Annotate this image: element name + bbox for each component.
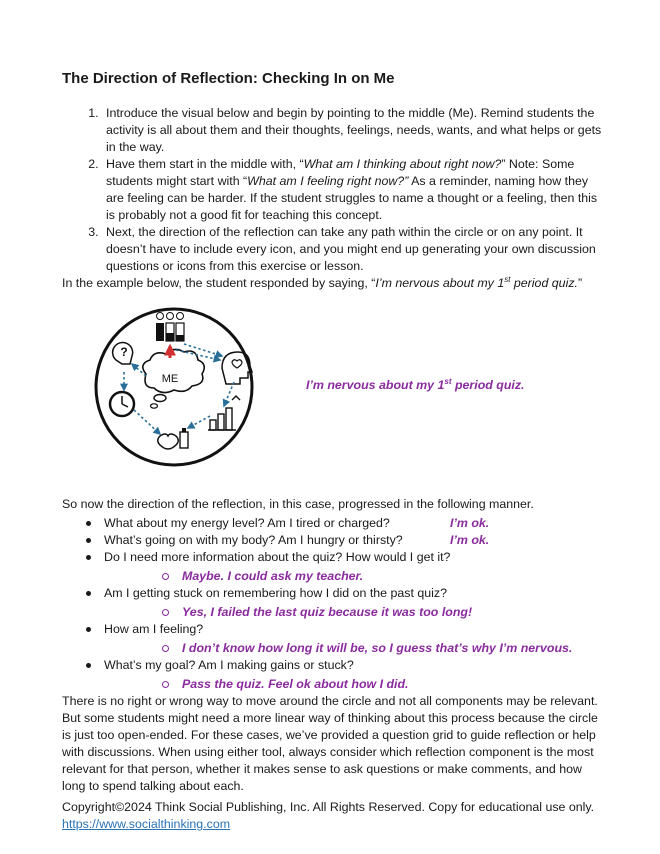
caption-sup: st bbox=[444, 376, 452, 386]
question-text: What about my energy level? Am I tired or charged? bbox=[104, 516, 390, 530]
question-item bbox=[62, 621, 602, 657]
example-lead: In the example below, the student responded by saying, “ bbox=[62, 276, 376, 290]
step-2-text-b: ” Note: Some students might start with “ bbox=[106, 157, 575, 188]
website-link[interactable]: https://www.socialthinking.com bbox=[62, 817, 231, 831]
center-me-label: ME bbox=[161, 373, 179, 385]
reflection-figure bbox=[62, 302, 602, 482]
example-quote-a: I’m nervous about my 1 bbox=[375, 276, 505, 290]
figure-caption bbox=[306, 378, 525, 392]
question-item bbox=[62, 515, 602, 532]
question-text: How am I feeling? bbox=[104, 622, 204, 636]
question-item bbox=[62, 657, 602, 693]
progression-intro: So now the direction of the reflection, in this case, progressed in the following manner. bbox=[62, 497, 534, 511]
step-2-question-b: What am I feeling right now?” bbox=[247, 174, 409, 188]
copyright-text: Copyright©2024 Think Social Publishing, Inc. All Rights Reserved. Copy for educational use only. bbox=[62, 800, 595, 814]
document-body bbox=[62, 70, 602, 795]
sub-answer: Maybe. I could ask my teacher. bbox=[104, 568, 602, 585]
reflection-circle-diagram bbox=[84, 302, 264, 472]
caption-a: I’m nervous about my 1 bbox=[306, 378, 445, 392]
example-intro bbox=[62, 275, 602, 292]
question-text: What’s going on with my body? Am I hungry or thirsty? bbox=[104, 533, 403, 547]
example-quote-b: period quiz. bbox=[510, 276, 578, 290]
question-text: Am I getting stuck on remembering how I did on the past quiz? bbox=[104, 586, 447, 600]
footer bbox=[62, 799, 622, 833]
question-item bbox=[62, 585, 602, 621]
inline-answer: I’m ok. bbox=[450, 533, 490, 547]
example-quote-sup: st bbox=[504, 274, 511, 284]
step-1: 1. Introduce the visual below and begin by pointing to the middle (Me). Remind students the activity is all about them and their thoughts, feelings, needs, wants, and what helps or gets in the way. bbox=[102, 105, 602, 156]
step-2-text-c: As a reminder, naming how they are feeling can be harder. If the student struggles to name a thought or a feeling, then this is probably not a good fit for teaching this concept. bbox=[106, 174, 598, 222]
caption-b: period quiz. bbox=[451, 378, 525, 392]
question-item bbox=[62, 532, 602, 549]
question-text: Do I need more information about the quiz? How would I get it? bbox=[104, 550, 451, 564]
question-list bbox=[62, 515, 602, 693]
question-text: What’s my goal? Am I making gains or stuck? bbox=[104, 658, 354, 672]
example-close: ” bbox=[577, 276, 583, 290]
sub-answer: I don’t know how long it will be, so I guess that’s why I’m nervous. bbox=[104, 640, 602, 657]
step-2 bbox=[102, 156, 602, 224]
page-title: The Direction of Reflection: Checking In on Me bbox=[62, 70, 395, 87]
question-item bbox=[62, 549, 602, 585]
closing-paragraph: There is no right or wrong way to move around the circle and not all components may be relevant. But some students might need a more linear way of thinking about this process because the circle is just too open-ended. For these cases, we’ve provided a question grid to guide reflection or help with discussions. When using either tool, always consider which reflection component is the most relevant for that person, whether it makes sense to ask questions or make comments, and how long to spend talking about each. bbox=[62, 694, 598, 793]
step-3: 3. Next, the direction of the reflection can take any path within the circle or on any point. It doesn’t have to include every icon, and you might end up generating your own discussion questions or icons from this exercise or lesson. bbox=[102, 224, 602, 275]
sub-answer: Yes, I failed the last quiz because it was too long! bbox=[104, 604, 602, 621]
inline-answer: I’m ok. bbox=[450, 516, 490, 530]
sub-answer: Pass the quiz. Feel ok about how I did. bbox=[104, 676, 602, 693]
step-2-text-a: Have them start in the middle with, “ bbox=[106, 157, 304, 171]
steps-list bbox=[62, 105, 602, 275]
step-2-question-a: What am I thinking about right now? bbox=[303, 157, 502, 171]
svg-text:?: ? bbox=[120, 345, 128, 359]
